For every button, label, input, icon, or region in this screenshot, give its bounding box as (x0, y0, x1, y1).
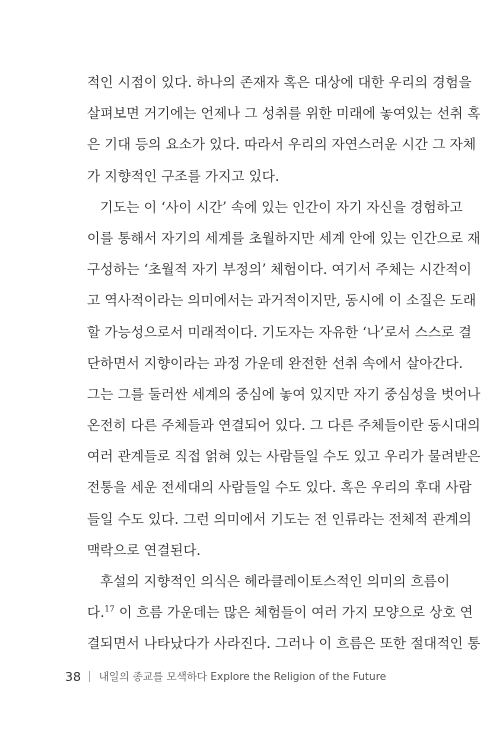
body-line: 온전히 다른 주체들과 연결되어 있다. 그 다른 주체들이란 동시대의 (87, 418, 481, 435)
body-line: 적인 시점이 있다. 하나의 존재자 혹은 대상에 대한 우리의 경험을 (87, 75, 472, 91)
book-title: 내일의 종교를 모색하다 Explore the Religion of the Future (98, 670, 387, 683)
body-line (87, 598, 474, 629)
page-number: 38 (65, 668, 81, 684)
body-line: 결되면서 나타났다가 사라진다. 그러나 이 흐름은 또한 절대적인 통 (87, 636, 481, 653)
body-line: 그는 그를 둘러싼 세계의 중심에 놓여 있지만 자기 중심성을 벗어나 (87, 386, 481, 403)
footnote-marker[interactable]: 17 (104, 604, 115, 614)
body-text (87, 68, 481, 661)
body-line: 후설의 지향적인 의식은 헤라클레이토스적인 의미의 흐름이 (100, 574, 450, 590)
body-line: 맥락으로 연결된다. (87, 542, 201, 559)
footer-divider (89, 671, 90, 682)
body-line: 은 기대 등의 요소가 있다. 따라서 우리의 자연스러운 시간 그 자체 (87, 137, 476, 154)
body-line: 단하면서 지향이라는 과정 가운데 완전한 선취 속에서 살아간다. (87, 355, 463, 372)
body-line: 할 가능성으로서 미래적이다. 기도자는 자유한 ‘나’로서 스스로 결 (87, 324, 472, 341)
body-line: 기도는 이 ‘사이 시간’ 속에 있는 인간이 자기 자신을 경험하고 (100, 199, 463, 216)
body-line: 이를 통해서 자기의 세계를 초월하지만 세계 안에 있는 인간으로 재 (87, 230, 481, 247)
body-line: 고 역사적이라는 의미에서는 과거적이지만, 동시에 이 소질은 도래 (87, 293, 477, 310)
footnote-line-start: 다. (87, 605, 105, 622)
body-line: 여러 관계들로 직접 얽혀 있는 사람들일 수도 있고 우리가 물려받은 (87, 449, 481, 466)
body-line: 들일 수도 있다. 그런 의미에서 기도는 전 인류라는 전체적 관계의 (87, 511, 472, 528)
body-line: 전통을 세운 전세대의 사람들일 수도 있다. 혹은 우리의 후대 사람 (87, 480, 472, 497)
body-line: 살펴보면 거기에는 언제나 그 성취를 위한 미래에 놓여있는 선취 혹 (87, 106, 481, 123)
body-line: 구성하는 ‘초월적 자기 부정의’ 체험이다. 여기서 주체는 시간적이 (87, 262, 472, 279)
footnote-line-rest: 이 흐름 가운데는 많은 체험들이 여러 가지 모양으로 상호 연 (118, 605, 474, 622)
body-line: 가 지향적인 구조를 가지고 있다. (87, 168, 280, 185)
page-footer (65, 668, 386, 684)
